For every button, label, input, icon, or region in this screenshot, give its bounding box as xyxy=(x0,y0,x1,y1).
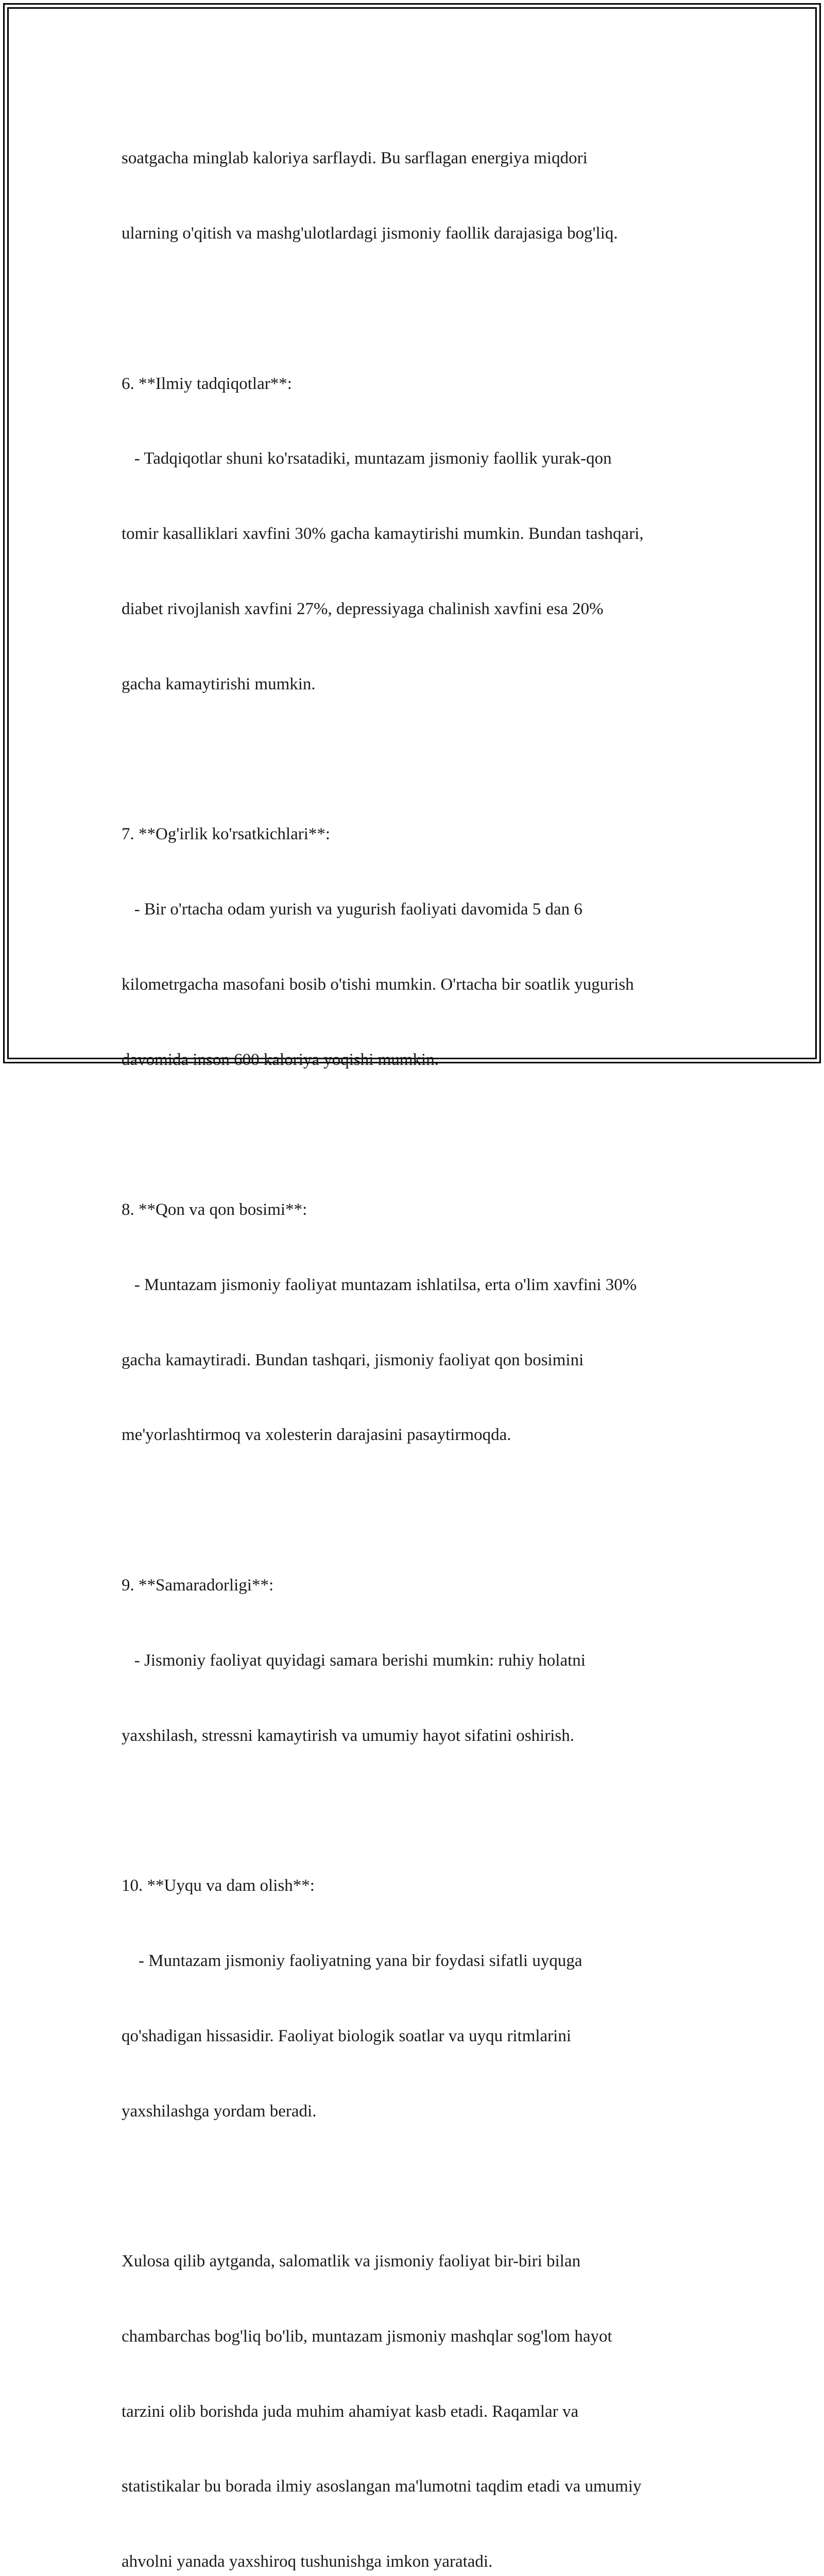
section-samaradorligi xyxy=(122,1523,714,1799)
text-line: yaxshilash, stressni kamaytirish va umumiy hayot sifatini oshirish. xyxy=(122,1726,574,1745)
section-heading: 10. **Uyqu va dam olish**: xyxy=(122,1876,315,1895)
section-heading: 7. **Og'irlik ko'rsatkichlari**: xyxy=(122,825,331,844)
section-ogirlik-korsatkichlari xyxy=(122,772,714,1122)
text-line: tomir kasalliklari xavfini 30% gacha kamaytirishi mumkin. Bundan tashqari, xyxy=(122,524,644,544)
section-heading: 9. **Samaradorligi**: xyxy=(122,1576,274,1595)
text-line: ularning o'qitish va mashg'ulotlardagi jismoniy faollik darajasiga bog'liq. xyxy=(122,224,618,243)
text-line: davomida inson 600 kaloriya yoqishi mumkin. xyxy=(122,1050,439,1069)
text-line: - Jismoniy faoliyat quyidagi samara berishi mumkin: ruhiy holatni xyxy=(122,1651,586,1670)
text-line: me'yorlashtirmoq va xolesterin darajasini pasaytirmoqda. xyxy=(122,1426,511,1445)
text-line: kilometrgacha masofani bosib o'tishi mumkin. O'rtacha bir soatlik yugurish xyxy=(122,975,634,994)
text-line: - Muntazam jismoniy faoliyat muntazam ishlatilsa, erta o'lim xavfini 30% xyxy=(122,1275,637,1294)
section-qon-bosimi xyxy=(122,1147,714,1498)
text-line: qo'shadigan hissasidir. Faoliyat biologik soatlar va uyqu ritmlarini xyxy=(122,2026,572,2045)
text-line: chambarchas bog'liq bo'lib, muntazam jismoniy mashqlar sog'lom hayot xyxy=(122,2327,612,2346)
section-heading: 8. **Qon va qon bosimi**: xyxy=(122,1200,307,1219)
section-uyqu-dam-olish xyxy=(122,1823,714,2174)
document-body xyxy=(122,96,714,2576)
section-ilmiy-tadqiqotlar xyxy=(122,321,714,747)
text-line: tarzini olib borishda juda muhim ahamiyat kasb etadi. Raqamlar va xyxy=(122,2402,579,2421)
text-line: ahvolni yanada yaxshiroq tushunishga imkon yaratadi. xyxy=(122,2552,493,2571)
section-heading: 6. **Ilmiy tadqiqotlar**: xyxy=(122,374,292,393)
text-line: gacha kamaytiradi. Bundan tashqari, jismoniy faoliyat qon bosimini xyxy=(122,1350,584,1369)
text-line: - Muntazam jismoniy faoliyatning yana bir foydasi sifatli uyquga xyxy=(122,1951,582,1970)
text-line: gacha kamaytirishi mumkin. xyxy=(122,674,316,693)
text-line: statistikalar bu borada ilmiy asoslangan ma'lumotni taqdim etadi va umumiy xyxy=(122,2477,642,2496)
conclusion-paragraph xyxy=(122,2199,714,2576)
text-line: diabet rivojlanish xavfini 27%, depressiyaga chalinish xavfini esa 20% xyxy=(122,599,604,618)
text-line: - Tadqiqotlar shuni ko'rsatadiki, muntazam jismoniy faollik yurak-qon xyxy=(122,449,612,468)
text-line: - Bir o'rtacha odam yurish va yugurish faoliyati davomida 5 dan 6 xyxy=(122,900,582,919)
text-line: soatgacha minglab kaloriya sarflaydi. Bu sarflagan energiya miqdori xyxy=(122,149,588,168)
text-line: yaxshilashga yordam beradi. xyxy=(122,2102,317,2121)
paragraph-continuation xyxy=(122,96,714,296)
text-line: Xulosa qilib aytganda, salomatlik va jismoniy faoliyat bir-biri bilan xyxy=(122,2252,581,2271)
